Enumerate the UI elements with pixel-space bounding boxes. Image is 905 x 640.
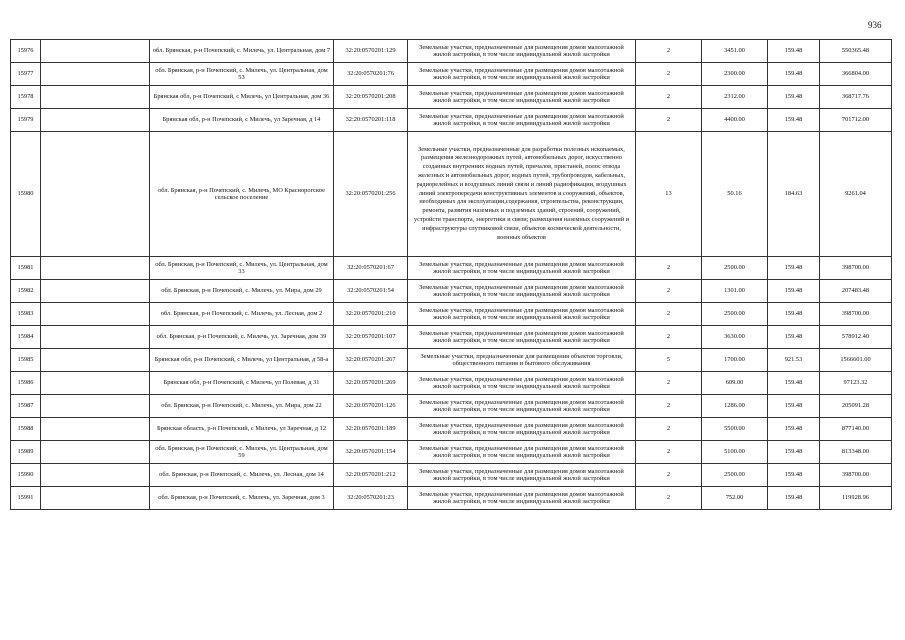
row-number-cell: 15981 bbox=[11, 257, 41, 280]
area-cell: 2500.00 bbox=[702, 303, 768, 326]
use-code-cell: 5 bbox=[636, 349, 702, 372]
specific-value-cell: 159.48 bbox=[768, 441, 820, 464]
land-use-cell: Земельные участки, предназначенные для размещения домов малоэтажной жилой застройки, в том числе индивидуальной жилой застройки bbox=[408, 464, 636, 487]
land-use-cell: Земельные участки, предназначенные для размещения домов малоэтажной жилой застройки, в том числе индивидуальной жилой застройки bbox=[408, 303, 636, 326]
address-cell: Брянская обл, р-н Почепский, с Милечь, ул Центральная, д 58-а bbox=[150, 349, 334, 372]
cadastral-number-cell: 32:20:0570201:76 bbox=[334, 63, 408, 86]
table-row bbox=[11, 109, 892, 132]
cadastral-value-cell: 701712.00 bbox=[820, 109, 892, 132]
address-cell: обл. Брянская, р-н Почепский, с. Милечь, ул. Лесная, дом 2 bbox=[150, 303, 334, 326]
address-cell: Брянская обл, р-н Почепский, с Милечь, ул Заречная, д 14 bbox=[150, 109, 334, 132]
area-cell: 1700.00 bbox=[702, 349, 768, 372]
blank-cell bbox=[41, 257, 150, 280]
land-use-cell: Земельные участки, предназначенные для размещения домов малоэтажной жилой застройки, в том числе индивидуальной жилой застройки bbox=[408, 372, 636, 395]
address-cell: Брянская обл, р-н Почепский, с Милечь, ул Полевая, д 31 bbox=[150, 372, 334, 395]
blank-cell bbox=[41, 487, 150, 510]
cadastral-number-cell: 32:20:0570201:269 bbox=[334, 372, 408, 395]
address-cell: обл. Брянская, р-н Почепский, с. Милечь, МО Краснорогское сельское поселение bbox=[150, 132, 334, 257]
blank-cell bbox=[41, 303, 150, 326]
row-number-cell: 15988 bbox=[11, 418, 41, 441]
specific-value-cell: 159.48 bbox=[768, 303, 820, 326]
land-use-cell: Земельные участки, предназначенные для размещения домов малоэтажной жилой застройки, в том числе индивидуальной жилой застройки bbox=[408, 257, 636, 280]
cadastral-value-cell: 205091.28 bbox=[820, 395, 892, 418]
specific-value-cell: 159.48 bbox=[768, 487, 820, 510]
area-cell: 4400.00 bbox=[702, 109, 768, 132]
use-code-cell: 2 bbox=[636, 303, 702, 326]
area-cell: 2500.00 bbox=[702, 257, 768, 280]
blank-cell bbox=[41, 464, 150, 487]
address-cell: обл. Брянская, р-н Почепский, с. Милечь, ул. Мира, дом 22 bbox=[150, 395, 334, 418]
row-number-cell: 15977 bbox=[11, 63, 41, 86]
table-row bbox=[11, 303, 892, 326]
row-number-cell: 15979 bbox=[11, 109, 41, 132]
cadastral-value-cell: 9261.04 bbox=[820, 132, 892, 257]
row-number-cell: 15987 bbox=[11, 395, 41, 418]
cadastral-number-cell: 32:20:0570201:189 bbox=[334, 418, 408, 441]
cadastral-value-cell: 97123.32 bbox=[820, 372, 892, 395]
table-row bbox=[11, 132, 892, 257]
area-cell: 752.00 bbox=[702, 487, 768, 510]
blank-cell bbox=[41, 326, 150, 349]
specific-value-cell: 159.48 bbox=[768, 372, 820, 395]
table-row bbox=[11, 372, 892, 395]
cadastral-value-table bbox=[10, 39, 892, 510]
specific-value-cell: 159.48 bbox=[768, 464, 820, 487]
cadastral-number-cell: 32:20:0570201:126 bbox=[334, 395, 408, 418]
blank-cell bbox=[41, 132, 150, 257]
cadastral-value-cell: 119928.96 bbox=[820, 487, 892, 510]
use-code-cell: 2 bbox=[636, 441, 702, 464]
row-number-cell: 15989 bbox=[11, 441, 41, 464]
row-number-cell: 15984 bbox=[11, 326, 41, 349]
cadastral-value-cell: 207483.48 bbox=[820, 280, 892, 303]
cadastral-number-cell: 32:20:0570201:210 bbox=[334, 303, 408, 326]
blank-cell bbox=[41, 372, 150, 395]
table-row bbox=[11, 349, 892, 372]
use-code-cell: 2 bbox=[636, 487, 702, 510]
area-cell: 5100.00 bbox=[702, 441, 768, 464]
cadastral-number-cell: 32:20:0570201:67 bbox=[334, 257, 408, 280]
cadastral-number-cell: 32:20:0570201:256 bbox=[334, 132, 408, 257]
row-number-cell: 15991 bbox=[11, 487, 41, 510]
blank-cell bbox=[41, 280, 150, 303]
use-code-cell: 13 bbox=[636, 132, 702, 257]
cadastral-number-cell: 32:20:0570201:212 bbox=[334, 464, 408, 487]
blank-cell bbox=[41, 40, 150, 63]
land-use-cell: Земельные участки, предназначенные для размещения домов малоэтажной жилой застройки, в том числе индивидуальной жилой застройки bbox=[408, 63, 636, 86]
cadastral-number-cell: 32:20:0570201:267 bbox=[334, 349, 408, 372]
row-number-cell: 15986 bbox=[11, 372, 41, 395]
cadastral-value-cell: 578912.40 bbox=[820, 326, 892, 349]
address-cell: обл. Брянская, р-н Почепский, с. Милечь, ул. Заречная, дом 39 bbox=[150, 326, 334, 349]
specific-value-cell: 159.48 bbox=[768, 109, 820, 132]
blank-cell bbox=[41, 86, 150, 109]
land-use-cell: Земельные участки, предназначенные для размещения домов малоэтажной жилой застройки, в том числе индивидуальной жилой застройки bbox=[408, 418, 636, 441]
address-cell: обл. Брянская, р-н Почепский, с. Милечь, ул. Заречная, дом 3 bbox=[150, 487, 334, 510]
cadastral-value-cell: 813348.00 bbox=[820, 441, 892, 464]
cadastral-value-cell: 398700.00 bbox=[820, 257, 892, 280]
land-use-cell: Земельные участки, предназначенные для размещения домов малоэтажной жилой застройки, в том числе индивидуальной жилой застройки bbox=[408, 441, 636, 464]
area-cell: 1286.00 bbox=[702, 395, 768, 418]
table-row bbox=[11, 86, 892, 109]
area-cell: 3630.00 bbox=[702, 326, 768, 349]
cadastral-number-cell: 32:20:0570201:129 bbox=[334, 40, 408, 63]
specific-value-cell: 921.53 bbox=[768, 349, 820, 372]
cadastral-value-cell: 550365.48 bbox=[820, 40, 892, 63]
cadastral-value-cell: 1566601.00 bbox=[820, 349, 892, 372]
use-code-cell: 2 bbox=[636, 63, 702, 86]
blank-cell bbox=[41, 63, 150, 86]
cadastral-number-cell: 32:20:0570201:107 bbox=[334, 326, 408, 349]
specific-value-cell: 184.63 bbox=[768, 132, 820, 257]
page-number: 936 bbox=[868, 20, 882, 30]
cadastral-value-cell: 368717.76 bbox=[820, 86, 892, 109]
specific-value-cell: 159.48 bbox=[768, 86, 820, 109]
use-code-cell: 2 bbox=[636, 418, 702, 441]
table-row bbox=[11, 326, 892, 349]
specific-value-cell: 159.48 bbox=[768, 280, 820, 303]
table-row bbox=[11, 40, 892, 63]
cadastral-number-cell: 32:20:0570201:208 bbox=[334, 86, 408, 109]
row-number-cell: 15976 bbox=[11, 40, 41, 63]
address-cell: Брянская область, р-н Почепский, с Милечь, ул Заречная, д 12 bbox=[150, 418, 334, 441]
row-number-cell: 15983 bbox=[11, 303, 41, 326]
specific-value-cell: 159.48 bbox=[768, 257, 820, 280]
land-use-cell: Земельные участки, предназначенные для размещения домов малоэтажной жилой застройки, в том числе индивидуальной жилой застройки bbox=[408, 40, 636, 63]
land-use-cell: Земельные участки, предназначенные для размещения домов малоэтажной жилой застройки, в том числе индивидуальной жилой застройки bbox=[408, 487, 636, 510]
area-cell: 2312.00 bbox=[702, 86, 768, 109]
table-row bbox=[11, 280, 892, 303]
use-code-cell: 2 bbox=[636, 326, 702, 349]
row-number-cell: 15978 bbox=[11, 86, 41, 109]
land-use-cell: Земельные участки, предназначенные для размещения домов малоэтажной жилой застройки, в том числе индивидуальной жилой застройки bbox=[408, 280, 636, 303]
land-use-cell: Земельные участки, предназначенные для размещения домов малоэтажной жилой застройки, в том числе индивидуальной жилой застройки bbox=[408, 326, 636, 349]
row-number-cell: 15980 bbox=[11, 132, 41, 257]
cadastral-value-cell: 398700.00 bbox=[820, 464, 892, 487]
blank-cell bbox=[41, 418, 150, 441]
specific-value-cell: 159.48 bbox=[768, 63, 820, 86]
table-body bbox=[11, 40, 892, 510]
address-cell: обл. Брянская, р-н Почепский, с. Милечь, ул. Центральная, дом 7 bbox=[150, 40, 334, 63]
table-row bbox=[11, 418, 892, 441]
specific-value-cell: 159.48 bbox=[768, 418, 820, 441]
specific-value-cell: 159.48 bbox=[768, 40, 820, 63]
land-use-cell: Земельные участки, предназначенные для размещения домов малоэтажной жилой застройки, в том числе индивидуальной жилой застройки bbox=[408, 86, 636, 109]
row-number-cell: 15982 bbox=[11, 280, 41, 303]
row-number-cell: 15990 bbox=[11, 464, 41, 487]
land-use-cell: Земельные участки, предназначенные для разработки полезных ископаемых, размещения железнодорожных путей, автомобильных дорог, искусственно созданных внутренних водных путей, причалов, пристаней, полос отвода железных и автомобильных дорог, водных путей, трубопроводов, кабельных, радиорелейных и воздушных линий связи и линий радиофикации, воздушных линий электропередачи конструктивных элементов и сооружений, объектов, необходимых для эксплуатации,содержания, строительства, реконструкции, ремонта, развития наземных и подземных зданий, строений, сооружений, устройств транспорта, энергетики и связи; размещения наземных сооружений и инфраструктуры спутниковой связи, объектов космической деятельности, военных объектов bbox=[408, 132, 636, 257]
table-row bbox=[11, 464, 892, 487]
cadastral-value-cell: 398700.00 bbox=[820, 303, 892, 326]
area-cell: 5500.00 bbox=[702, 418, 768, 441]
address-cell: Брянская обл, р-н Почепский, с Милечь, ул Центральная, дом 36 bbox=[150, 86, 334, 109]
address-cell: обл. Брянская, р-н Почепский, с. Милечь, ул. Центральная, дом 59 bbox=[150, 441, 334, 464]
specific-value-cell: 159.48 bbox=[768, 326, 820, 349]
cadastral-value-cell: 366804.00 bbox=[820, 63, 892, 86]
blank-cell bbox=[41, 109, 150, 132]
table-row bbox=[11, 257, 892, 280]
address-cell: обл. Брянская, р-н Почепский, с. Милечь, ул. Центральная, дом 33 bbox=[150, 257, 334, 280]
use-code-cell: 2 bbox=[636, 109, 702, 132]
use-code-cell: 2 bbox=[636, 86, 702, 109]
table-row bbox=[11, 395, 892, 418]
use-code-cell: 2 bbox=[636, 40, 702, 63]
cadastral-number-cell: 32:20:0570201:118 bbox=[334, 109, 408, 132]
specific-value-cell: 159.48 bbox=[768, 395, 820, 418]
area-cell: 50.16 bbox=[702, 132, 768, 257]
cadastral-number-cell: 32:20:0570201:54 bbox=[334, 280, 408, 303]
address-cell: обл. Брянская, р-н Почепский, с. Милечь, ул. Лесная, дом 14 bbox=[150, 464, 334, 487]
land-use-cell: Земельные участки, предназначенные для размещения домов малоэтажной жилой застройки, в том числе индивидуальной жилой застройки bbox=[408, 395, 636, 418]
area-cell: 609.00 bbox=[702, 372, 768, 395]
use-code-cell: 2 bbox=[636, 395, 702, 418]
use-code-cell: 2 bbox=[636, 372, 702, 395]
table-row bbox=[11, 487, 892, 510]
area-cell: 2500.00 bbox=[702, 464, 768, 487]
cadastral-value-cell: 877140.00 bbox=[820, 418, 892, 441]
land-use-cell: Земельные участки, предназначенные для размещения домов малоэтажной жилой застройки, в том числе индивидуальной жилой застройки bbox=[408, 109, 636, 132]
blank-cell bbox=[41, 349, 150, 372]
blank-cell bbox=[41, 441, 150, 464]
area-cell: 1301.00 bbox=[702, 280, 768, 303]
area-cell: 3451.00 bbox=[702, 40, 768, 63]
address-cell: обл. Брянская, р-н Почепский, с. Милечь, ул. Мира, дом 29 bbox=[150, 280, 334, 303]
cadastral-number-cell: 32:20:0570201:154 bbox=[334, 441, 408, 464]
table-row bbox=[11, 441, 892, 464]
land-use-cell: Земельные участки, предназначенные для размещения объектов торговли, общественного питания и бытового обслуживания bbox=[408, 349, 636, 372]
table-row bbox=[11, 63, 892, 86]
blank-cell bbox=[41, 395, 150, 418]
area-cell: 2300.00 bbox=[702, 63, 768, 86]
use-code-cell: 2 bbox=[636, 280, 702, 303]
use-code-cell: 2 bbox=[636, 257, 702, 280]
cadastral-number-cell: 32:20:0570201:23 bbox=[334, 487, 408, 510]
row-number-cell: 15985 bbox=[11, 349, 41, 372]
use-code-cell: 2 bbox=[636, 464, 702, 487]
address-cell: обл. Брянская, р-н Почепский, с. Милечь, ул. Центральная, дом 53 bbox=[150, 63, 334, 86]
